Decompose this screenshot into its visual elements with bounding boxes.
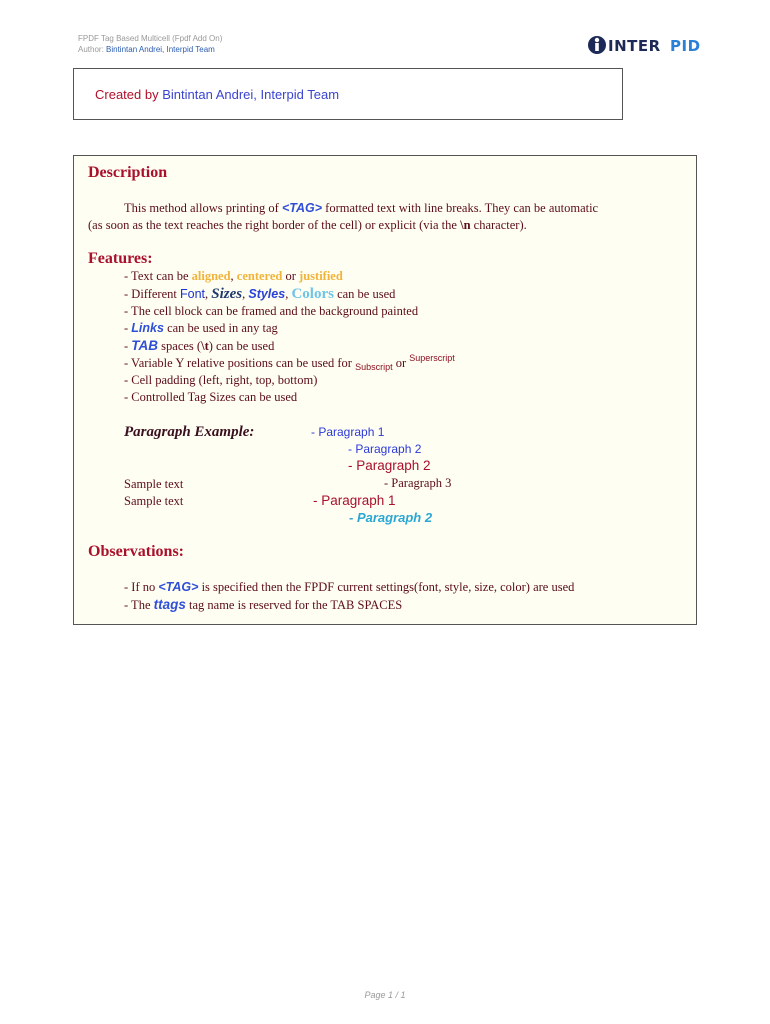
feature-alignment xyxy=(124,268,343,285)
observation-1 xyxy=(124,579,574,596)
tag-keyword: <TAG> xyxy=(281,201,323,215)
document-title: FPDF Tag Based Multicell (Fpdf Add On) xyxy=(78,34,223,43)
feature-colors: Colors xyxy=(291,286,334,302)
feature-sub-sup xyxy=(124,355,455,373)
created-by-name: Bintintan Andrei, Interpid Team xyxy=(162,87,340,102)
author-label: Author: xyxy=(78,45,107,54)
paragraph-2-cyan: - Paragraph 2 xyxy=(349,510,433,525)
description-heading: Description xyxy=(88,164,168,181)
description-text: formatted text with line breaks. They can be automatic xyxy=(322,201,599,215)
sample-text-1: Sample text xyxy=(124,477,184,491)
created-by-box xyxy=(73,68,623,120)
feature-text: , xyxy=(230,269,237,283)
links-word: Links xyxy=(131,321,164,335)
feature-text: - Different xyxy=(124,287,180,301)
feature-justified: justified xyxy=(299,269,343,283)
created-by-prefix: Created by xyxy=(95,87,163,102)
feature-font: Font xyxy=(180,287,206,301)
paragraph-1-red: - Paragraph 1 xyxy=(313,493,396,508)
feature-styles-word: Styles xyxy=(248,287,286,301)
description-text: (as soon as the text reaches the right border of the cell) or explicit (via the xyxy=(88,218,461,232)
feature-text: - xyxy=(124,321,132,335)
feature-text: can be used in any tag xyxy=(163,321,278,335)
description-text: character). xyxy=(470,218,527,232)
paragraph-example-label: Paragraph Example: xyxy=(124,424,255,440)
feature-text: , xyxy=(205,287,212,301)
paragraph-1: - Paragraph 1 xyxy=(311,425,385,439)
observation-text: - If no xyxy=(124,580,159,594)
tab-escape: \t xyxy=(201,339,209,353)
observation-text: - The xyxy=(124,598,154,612)
tag-keyword: <TAG> xyxy=(158,580,199,594)
subscript-word: Subscript xyxy=(355,362,393,372)
feature-text: - Variable Y relative positions can be used for xyxy=(124,356,356,370)
paragraph-2: - Paragraph 2 xyxy=(348,442,422,456)
feature-sizes: Sizes xyxy=(211,286,243,302)
observation-text: tag name is reserved for the TAB SPACES xyxy=(185,598,403,612)
logo-text-pid: PID xyxy=(670,37,701,55)
description-text: This method allows printing of xyxy=(124,201,282,215)
feature-tag-sizes: - Controlled Tag Sizes can be used xyxy=(124,390,298,404)
feature-text: , xyxy=(285,287,292,301)
feature-text: or xyxy=(392,356,410,370)
feature-text: can be used xyxy=(333,287,396,301)
observation-text: is specified then the FPDF current settings(font, style, size, color) are used xyxy=(198,580,575,594)
created-by-line xyxy=(95,87,339,102)
feature-styles xyxy=(124,286,395,303)
description-line-1 xyxy=(124,200,598,217)
feature-centered: centered xyxy=(236,269,283,283)
feature-aligned: aligned xyxy=(191,269,231,283)
feature-tab xyxy=(124,337,274,355)
logo-text-inter: INTER xyxy=(608,37,661,55)
newline-escape: \n xyxy=(460,218,471,232)
features-heading: Features: xyxy=(88,250,153,267)
feature-text: , xyxy=(242,287,249,301)
tab-word: TAB xyxy=(131,338,159,353)
feature-text: ) can be used xyxy=(208,339,275,353)
paragraph-2-large: - Paragraph 2 xyxy=(348,458,431,473)
paragraph-3: - Paragraph 3 xyxy=(384,476,452,490)
sample-text-2: Sample text xyxy=(124,494,184,508)
feature-text: - Text can be xyxy=(124,269,192,283)
superscript-word: Superscript xyxy=(409,353,455,363)
interpid-logo xyxy=(587,35,735,55)
ttags-keyword: ttags xyxy=(153,597,186,612)
interpid-logo-graphic xyxy=(587,35,735,55)
observations-heading: Observations: xyxy=(88,543,184,560)
feature-text: - xyxy=(124,339,132,353)
feature-padding: - Cell padding (left, right, top, bottom) xyxy=(124,373,318,387)
observation-2 xyxy=(124,596,402,614)
feature-links xyxy=(124,320,278,337)
description-line-2 xyxy=(88,217,527,234)
document-author xyxy=(78,45,215,54)
feature-frame: - The cell block can be framed and the background painted xyxy=(124,304,419,318)
page-number: Page 1 / 1 xyxy=(364,990,406,1000)
author-name: Bintintan Andrei, Interpid Team xyxy=(106,45,215,54)
feature-text: spaces ( xyxy=(158,339,202,353)
feature-text: or xyxy=(282,269,300,283)
